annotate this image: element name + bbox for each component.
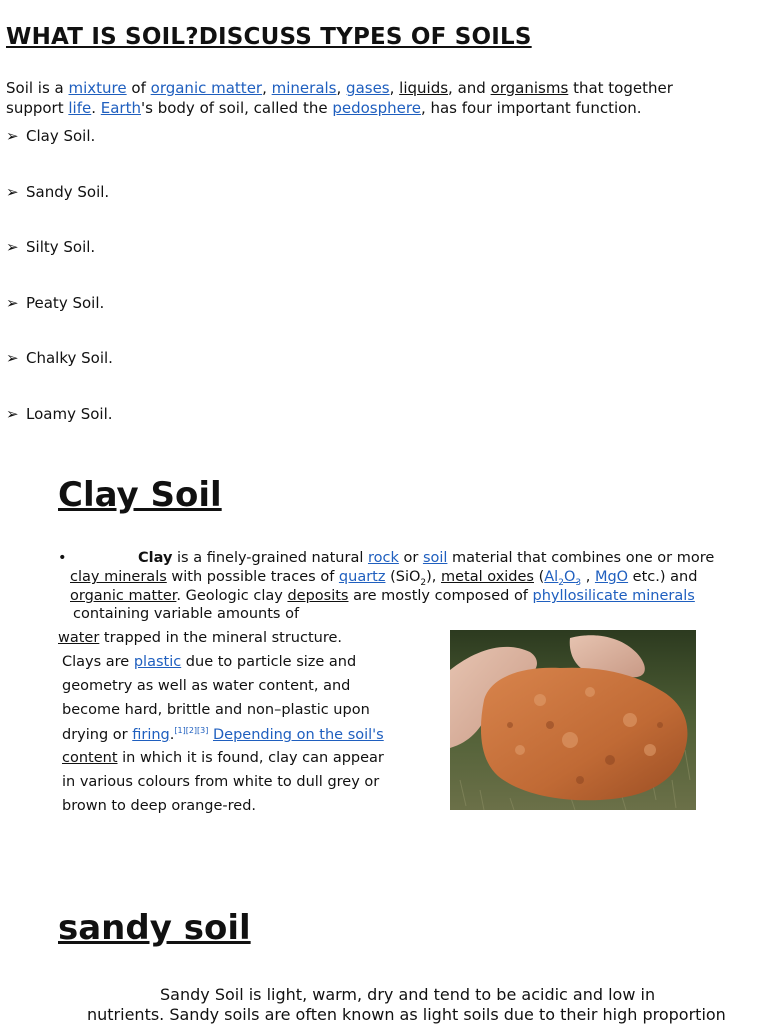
link-mixture[interactable]: mixture	[68, 79, 127, 97]
list-item: ➢ Peaty Soil.	[6, 294, 105, 312]
page-title: WHAT IS SOIL?DISCUSS TYPES OF SOILS	[6, 24, 532, 50]
list-item: ➢ Silty Soil.	[6, 238, 96, 256]
clay-line-11: in various colours from white to dull grey or	[62, 774, 380, 790]
arrow-bullet-icon: ➢	[6, 127, 19, 145]
arrow-bullet-icon: ➢	[6, 294, 19, 312]
link-pedosphere[interactable]: pedosphere	[332, 99, 421, 117]
link-content[interactable]: content	[62, 750, 118, 766]
clay-line-6: Clays are plastic due to particle size and	[62, 654, 357, 670]
link-organic-matter-2[interactable]: organic matter	[70, 588, 177, 604]
link-metal-oxides[interactable]: metal oxides	[441, 569, 534, 585]
intro-line-1: Soil is a mixture of organic matter, minerals, gases, liquids, and organisms that together	[6, 79, 673, 97]
link-life[interactable]: life	[68, 99, 92, 117]
link-water[interactable]: water	[58, 630, 100, 646]
clay-line-4: containing variable amounts of	[73, 606, 300, 622]
intro-line-2: support life. Earth's body of soil, called the pedosphere, has four important function.	[6, 99, 642, 117]
clay-soil-photo-icon	[450, 630, 696, 810]
link-mgo[interactable]: MgO	[594, 569, 629, 585]
link-liquids[interactable]: liquids	[399, 79, 449, 97]
clay-line-3: organic matter. Geologic clay deposits are mostly composed of phyllosilicate minerals	[70, 588, 695, 604]
sandy-line-2: nutrients. Sandy soils are often known as light soils due to their high proportion	[87, 1005, 726, 1024]
list-item: ➢ Clay Soil.	[6, 127, 96, 145]
clay-line-12: brown to deep orange-red.	[62, 798, 257, 814]
link-organisms[interactable]: organisms	[490, 79, 569, 97]
link-firing[interactable]: firing	[132, 726, 170, 743]
clay-line-9: drying or firing.[1][2][3] Depending on the soil's	[62, 726, 384, 743]
link-deposits[interactable]: deposits	[287, 588, 349, 604]
link-clay-minerals[interactable]: clay minerals	[70, 569, 167, 585]
link-depending[interactable]: Depending on the soil's	[212, 726, 384, 743]
clay-line-8: become hard, brittle and non–plastic upon	[62, 702, 370, 718]
list-item: ➢ Loamy Soil.	[6, 405, 113, 423]
link-plastic[interactable]: plastic	[133, 654, 182, 670]
clay-line-1: Clay is a finely-grained natural rock or soil material that combines one or more	[138, 550, 715, 566]
link-quartz[interactable]: quartz	[338, 569, 386, 585]
clay-line-10: content in which it is found, clay can appear	[62, 750, 384, 766]
clay-soil-photo	[450, 630, 696, 810]
reference-links[interactable]: [1][2][3]	[174, 726, 209, 735]
link-gases[interactable]: gases	[346, 79, 390, 97]
link-rock[interactable]: rock	[367, 550, 399, 566]
list-item: ➢ Chalky Soil.	[6, 349, 113, 367]
link-minerals[interactable]: minerals	[271, 79, 337, 97]
clay-line-7: geometry as well as water content, and	[62, 678, 351, 694]
link-al2o3[interactable]: $Al_2O_3$	[544, 569, 582, 588]
clay-line-2: clay minerals with possible traces of quartz (SiO$_2$), metal oxides ($Al_2O_3$ , MgO etc.) and	[70, 569, 698, 588]
arrow-bullet-icon: ➢	[6, 349, 19, 367]
sandy-soil-heading: sandy soil	[58, 908, 251, 948]
link-soil[interactable]: soil	[422, 550, 448, 566]
link-phyllosilicate-minerals[interactable]: phyllosilicate minerals	[532, 588, 695, 604]
clay-soil-heading: Clay Soil	[58, 475, 222, 515]
link-organic-matter[interactable]: organic matter	[150, 79, 263, 97]
link-earth[interactable]: Earth	[100, 99, 141, 117]
list-item: ➢ Sandy Soil.	[6, 183, 110, 201]
arrow-bullet-icon: ➢	[6, 405, 19, 423]
arrow-bullet-icon: ➢	[6, 238, 19, 256]
clay-bullet-dot: •	[58, 550, 67, 566]
arrow-bullet-icon: ➢	[6, 183, 19, 201]
clay-line-5: water trapped in the mineral structure.	[58, 630, 342, 646]
sandy-line-1: Sandy Soil is light, warm, dry and tend to be acidic and low in	[160, 985, 656, 1004]
